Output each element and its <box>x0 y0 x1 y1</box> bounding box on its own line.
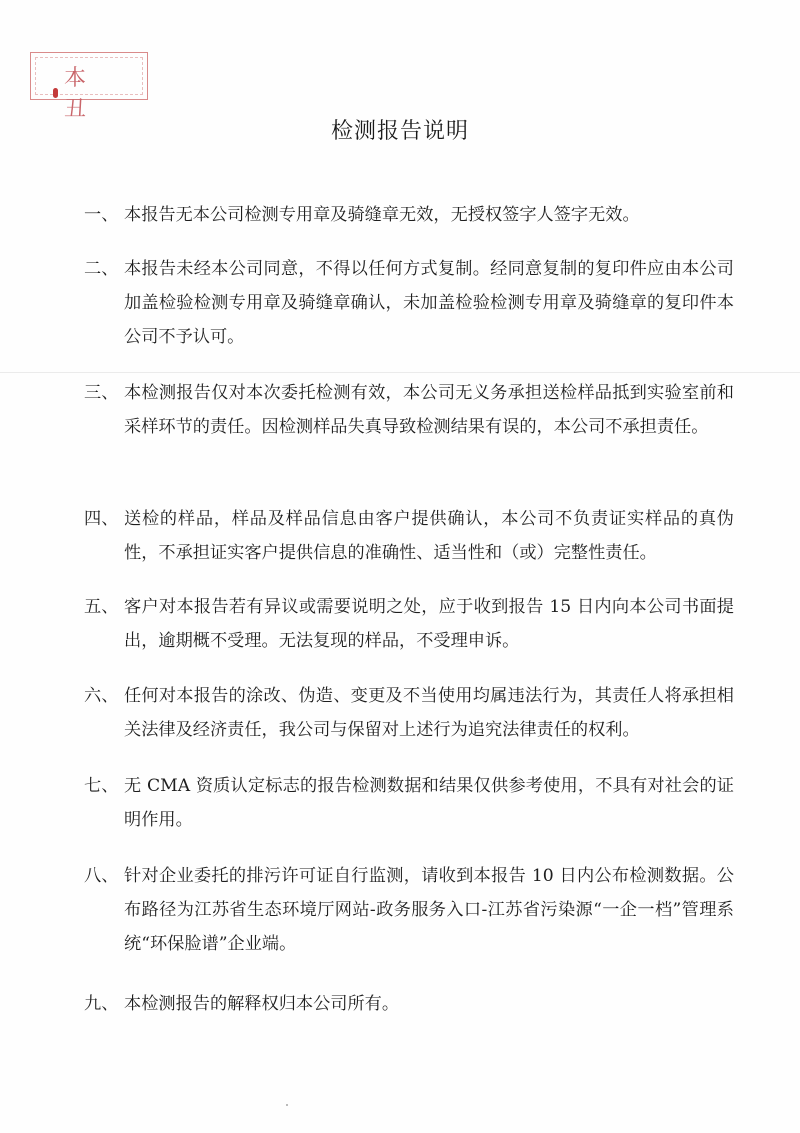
clause-number: 二、 <box>84 259 119 279</box>
document-title: 检测报告说明 <box>330 119 469 144</box>
clause-number: 五、 <box>84 597 119 617</box>
clause-number: 七、 <box>84 776 119 796</box>
clause-text: 客户对本报告若有异议或需要说明之处，应于收到报告 15 日内向本公司书面提出，逾期概不受理。无法复现的样品，不受理申诉。 <box>124 597 734 651</box>
clause-number: 一、 <box>84 205 119 225</box>
clause-6 <box>84 679 734 747</box>
clause-text: 本报告未经本公司同意，不得以任何方式复制。经同意复制的复印件应由本公司加盖检验检测专用章及骑缝章确认，未加盖检验检测专用章及骑缝章的复印件本公司不予认可。 <box>124 259 734 347</box>
clause-number: 四、 <box>84 509 119 529</box>
clause-1 <box>84 198 734 232</box>
seal-stamp-text: 本 丑 <box>63 66 114 122</box>
clause-8 <box>84 859 734 961</box>
seal-stamp <box>30 52 148 122</box>
clause-text: 本报告无本公司检测专用章及骑缝章无效，无授权签字人签字无效。 <box>124 205 640 225</box>
clause-9 <box>84 987 734 1021</box>
clause-text: 本检测报告仅对本次委托检测有效，本公司无义务承担送检样品抵到实验室前和采样环节的责任。因检测样品失真导致检测结果有误的，本公司不承担责任。 <box>124 383 734 437</box>
clause-4 <box>84 502 734 570</box>
scan-speck <box>286 1104 288 1106</box>
clause-text: 针对企业委托的排污许可证自行监测，请收到本报告 10 日内公布检测数据。公布路径为江苏省生态环境厅网站-政务服务入口-江苏省污染源“一企一档”管理系统“环保脸谱”企业端。 <box>124 866 734 954</box>
clause-number: 三、 <box>84 383 119 403</box>
clause-text: 任何对本报告的涂改、伪造、变更及不当使用均属违法行为，其责任人将承担相关法律及经济责任，我公司与保留对上述行为追究法律责任的权利。 <box>124 686 734 740</box>
clause-5 <box>84 590 734 658</box>
clause-number: 九、 <box>84 994 119 1014</box>
seal-ink-mark <box>53 88 58 98</box>
clause-number: 六、 <box>84 686 119 706</box>
clause-text: 送检的样品，样品及样品信息由客户提供确认，本公司不负责证实样品的真伪性，不承担证实客户提供信息的准确性、适当性和（或）完整性责任。 <box>124 509 734 563</box>
clause-text: 本检测报告的解释权归本公司所有。 <box>124 994 400 1014</box>
clause-7 <box>84 769 734 837</box>
clause-3 <box>84 376 734 444</box>
clause-number: 八、 <box>84 866 119 886</box>
clause-text: 无 CMA 资质认定标志的报告检测数据和结果仅供参考使用，不具有对社会的证明作用。 <box>124 776 734 830</box>
clause-2 <box>84 252 734 354</box>
scan-artifact-line <box>0 372 800 373</box>
